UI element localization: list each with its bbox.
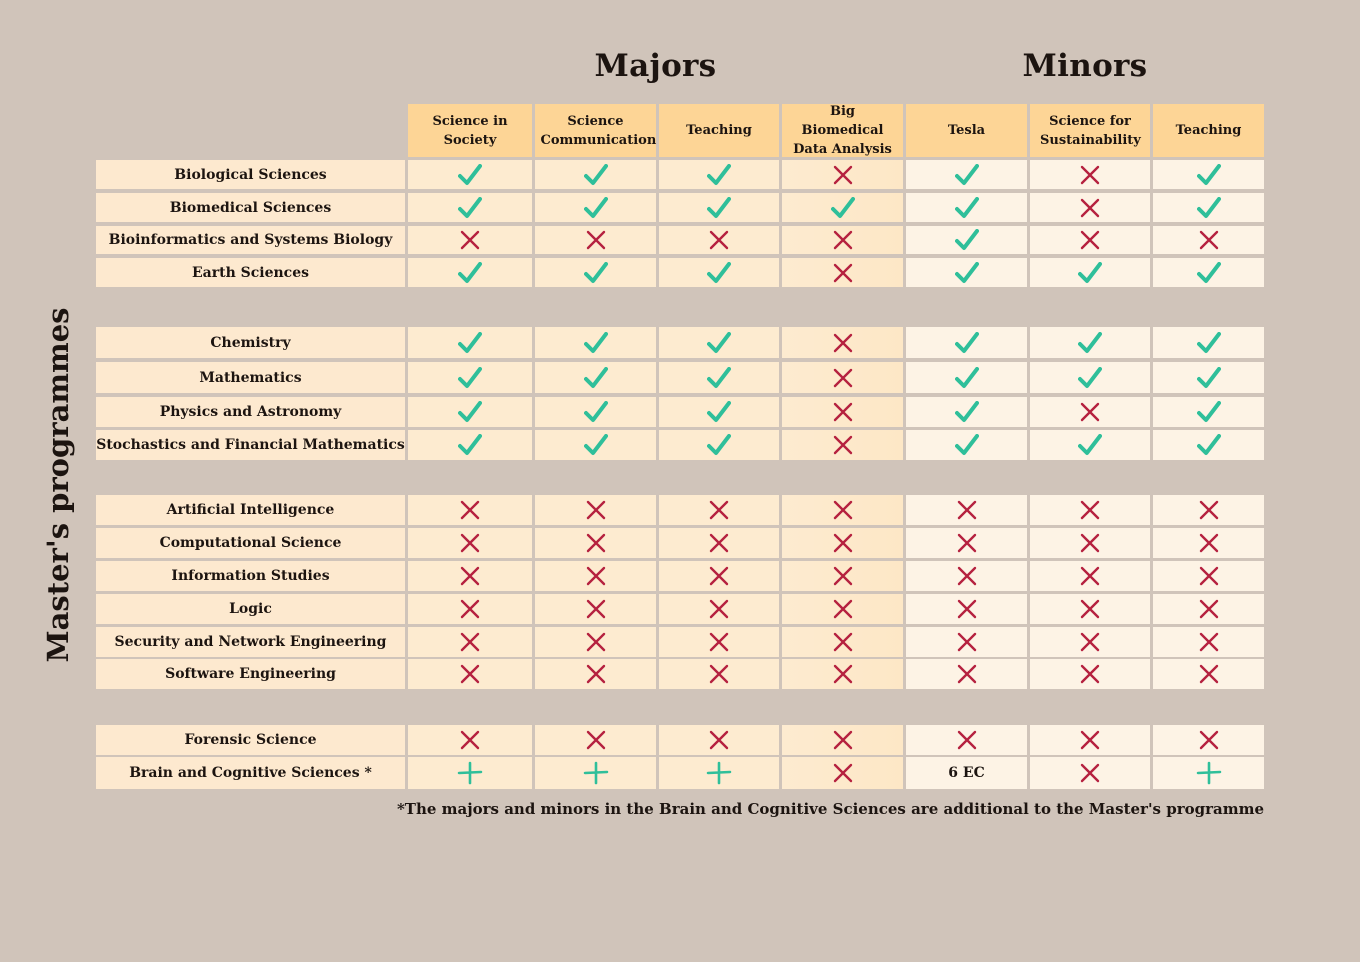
matrix-cell xyxy=(782,226,903,254)
check-icon xyxy=(458,332,482,354)
cross-icon xyxy=(1079,763,1101,783)
matrix-cell xyxy=(659,495,779,525)
check-icon xyxy=(707,367,731,389)
row-label: Biomedical Sciences xyxy=(96,193,405,222)
cross-icon xyxy=(708,566,730,586)
matrix-cell xyxy=(1030,397,1150,427)
matrix-cell xyxy=(906,397,1027,427)
matrix-cell xyxy=(1030,627,1150,657)
matrix-cell xyxy=(535,627,656,657)
check-icon xyxy=(584,164,608,186)
matrix-cell xyxy=(906,160,1027,189)
matrix-cell xyxy=(1030,193,1150,222)
cross-icon xyxy=(1198,599,1220,619)
column-header-science-communication xyxy=(535,104,656,157)
matrix-cell xyxy=(782,258,903,287)
cross-icon xyxy=(585,730,607,750)
matrix-cell xyxy=(782,495,903,525)
check-icon xyxy=(1078,367,1102,389)
check-icon xyxy=(955,262,979,284)
column-header-label: Science in Society xyxy=(432,113,508,148)
plus-icon xyxy=(706,761,732,785)
matrix-cell xyxy=(1153,327,1264,358)
matrix-cell xyxy=(1153,757,1264,789)
matrix-cell xyxy=(408,594,532,624)
check-icon xyxy=(458,164,482,186)
matrix-cell xyxy=(659,659,779,689)
matrix-cell xyxy=(906,561,1027,591)
matrix-cell xyxy=(408,430,532,460)
matrix-cell xyxy=(782,594,903,624)
cross-icon xyxy=(832,664,854,684)
check-icon xyxy=(458,262,482,284)
matrix-cell xyxy=(1030,725,1150,755)
check-icon xyxy=(1197,434,1221,456)
matrix-cell xyxy=(1030,659,1150,689)
check-icon xyxy=(584,367,608,389)
matrix-cell xyxy=(782,327,903,358)
matrix-cell xyxy=(906,430,1027,460)
cross-icon xyxy=(1198,730,1220,750)
cross-icon xyxy=(1198,664,1220,684)
column-header-teaching xyxy=(659,104,779,157)
check-icon xyxy=(1078,332,1102,354)
matrix-cell xyxy=(906,627,1027,657)
cross-icon xyxy=(956,533,978,553)
check-icon xyxy=(955,332,979,354)
check-icon xyxy=(584,434,608,456)
majors-title: Majors xyxy=(594,48,717,84)
matrix-cell xyxy=(1153,528,1264,558)
matrix-cell xyxy=(906,528,1027,558)
matrix-cell xyxy=(1153,561,1264,591)
matrix-cell xyxy=(1030,594,1150,624)
cross-icon xyxy=(1079,599,1101,619)
matrix-cell xyxy=(906,725,1027,755)
cross-icon xyxy=(1079,632,1101,652)
cross-icon xyxy=(832,402,854,422)
check-icon xyxy=(707,197,731,219)
plus-icon xyxy=(457,761,483,785)
matrix-cell xyxy=(408,757,532,789)
matrix-cell xyxy=(535,193,656,222)
matrix-cell xyxy=(1153,226,1264,254)
cross-icon xyxy=(459,599,481,619)
check-icon xyxy=(458,367,482,389)
matrix-cell xyxy=(1030,226,1150,254)
row-label: Physics and Astronomy xyxy=(96,397,405,427)
matrix-cell xyxy=(1153,160,1264,189)
matrix-cell xyxy=(782,627,903,657)
cross-icon xyxy=(585,533,607,553)
check-icon xyxy=(707,164,731,186)
check-icon xyxy=(707,332,731,354)
check-icon xyxy=(1197,197,1221,219)
matrix-cell xyxy=(1030,258,1150,287)
check-icon xyxy=(1197,262,1221,284)
matrix-cell xyxy=(1153,258,1264,287)
matrix-cell xyxy=(782,193,903,222)
masters-programmes-label: Master's programmes xyxy=(41,307,75,663)
check-icon xyxy=(707,401,731,423)
matrix-cell xyxy=(659,362,779,393)
footnote: *The majors and minors in the Brain and Cognitive Sciences are additional to the Master's programme xyxy=(396,800,1264,818)
cross-icon xyxy=(832,730,854,750)
matrix-cell xyxy=(1030,757,1150,789)
row-label: Computational Science xyxy=(96,528,405,558)
matrix-cell xyxy=(1153,627,1264,657)
column-header-label: Tesla xyxy=(947,123,986,138)
row-label: Forensic Science xyxy=(96,725,405,755)
row-label: Biological Sciences xyxy=(96,160,405,189)
cross-icon xyxy=(459,230,481,250)
matrix-cell xyxy=(408,226,532,254)
minors-title: Minors xyxy=(1022,48,1148,84)
row-label: Mathematics xyxy=(96,362,405,393)
check-icon xyxy=(707,434,731,456)
cross-icon xyxy=(832,500,854,520)
matrix-cell xyxy=(535,160,656,189)
column-header-label: Big Biomedical Data Analysis xyxy=(793,104,892,157)
cross-icon xyxy=(708,664,730,684)
cross-icon xyxy=(956,632,978,652)
cross-icon xyxy=(1079,230,1101,250)
row-label: Chemistry xyxy=(96,327,405,358)
cross-icon xyxy=(708,230,730,250)
check-icon xyxy=(955,367,979,389)
matrix-cell xyxy=(408,193,532,222)
cross-icon xyxy=(832,599,854,619)
check-icon xyxy=(955,229,979,251)
cross-icon xyxy=(1079,664,1101,684)
matrix-cell xyxy=(1030,528,1150,558)
matrix-cell xyxy=(535,561,656,591)
row-label: Brain and Cognitive Sciences * xyxy=(96,757,405,789)
check-icon xyxy=(955,434,979,456)
matrix-cell xyxy=(535,327,656,358)
cross-icon xyxy=(1079,402,1101,422)
cross-icon xyxy=(1079,198,1101,218)
matrix-cell xyxy=(535,495,656,525)
row-label: Logic xyxy=(96,594,405,624)
check-icon xyxy=(584,401,608,423)
cross-icon xyxy=(459,730,481,750)
matrix-cell xyxy=(782,725,903,755)
cross-icon xyxy=(1198,533,1220,553)
cross-icon xyxy=(459,632,481,652)
matrix-cell xyxy=(535,226,656,254)
matrix-cell xyxy=(408,627,532,657)
row-label: Bioinformatics and Systems Biology xyxy=(96,226,405,254)
cross-icon xyxy=(585,599,607,619)
matrix-cell xyxy=(659,430,779,460)
matrix-cell xyxy=(1153,193,1264,222)
row-label: Artificial Intelligence xyxy=(96,495,405,525)
check-icon xyxy=(1197,164,1221,186)
check-icon xyxy=(458,197,482,219)
cross-icon xyxy=(956,500,978,520)
check-icon xyxy=(707,262,731,284)
matrix-cell xyxy=(659,258,779,287)
matrix-cell xyxy=(408,397,532,427)
cross-icon xyxy=(956,664,978,684)
matrix-cell xyxy=(535,594,656,624)
cross-icon xyxy=(1079,533,1101,553)
matrix-cell xyxy=(659,627,779,657)
matrix-cell xyxy=(782,160,903,189)
matrix-cell xyxy=(1153,397,1264,427)
matrix-cell xyxy=(1030,362,1150,393)
check-icon xyxy=(955,164,979,186)
row-label: Earth Sciences xyxy=(96,258,405,287)
matrix-cell xyxy=(535,659,656,689)
cross-icon xyxy=(708,599,730,619)
matrix-cell xyxy=(782,528,903,558)
row-label: Information Studies xyxy=(96,561,405,591)
cross-icon xyxy=(1079,165,1101,185)
matrix-cell xyxy=(659,725,779,755)
matrix-cell xyxy=(659,594,779,624)
check-icon xyxy=(1197,332,1221,354)
matrix-cell xyxy=(408,495,532,525)
cross-icon xyxy=(585,664,607,684)
matrix-cell xyxy=(906,495,1027,525)
plus-icon xyxy=(1196,761,1222,785)
row-label: Stochastics and Financial Mathematics xyxy=(96,430,405,460)
cross-icon xyxy=(832,763,854,783)
cross-icon xyxy=(1198,632,1220,652)
cross-icon xyxy=(459,533,481,553)
cross-icon xyxy=(708,533,730,553)
cross-icon xyxy=(459,566,481,586)
cross-icon xyxy=(1198,566,1220,586)
cross-icon xyxy=(956,730,978,750)
matrix-cell xyxy=(408,528,532,558)
check-icon xyxy=(458,434,482,456)
cross-icon xyxy=(708,500,730,520)
cross-icon xyxy=(1079,566,1101,586)
matrix-cell xyxy=(1153,430,1264,460)
matrix-cell xyxy=(1030,561,1150,591)
row-label: Security and Network Engineering xyxy=(96,627,405,657)
column-header-label: Teaching xyxy=(686,123,752,138)
matrix-cell xyxy=(408,258,532,287)
matrix-cell xyxy=(408,327,532,358)
matrix-cell xyxy=(408,725,532,755)
matrix-cell xyxy=(535,757,656,789)
matrix-cell xyxy=(659,226,779,254)
column-header-teaching xyxy=(1153,104,1264,157)
cross-icon xyxy=(832,566,854,586)
column-header-science-for-sustainability xyxy=(1030,104,1150,157)
matrix-cell xyxy=(906,757,1027,789)
matrix-cell xyxy=(659,193,779,222)
matrix-cell xyxy=(659,327,779,358)
check-icon xyxy=(1078,434,1102,456)
row-label: Software Engineering xyxy=(96,659,405,689)
check-icon xyxy=(831,197,855,219)
check-icon xyxy=(955,401,979,423)
matrix-cell xyxy=(1153,594,1264,624)
matrix-cell xyxy=(1030,327,1150,358)
credit-value: 6 EC xyxy=(948,765,985,781)
matrix-cell xyxy=(906,594,1027,624)
matrix-cell xyxy=(659,757,779,789)
matrix-cell xyxy=(906,327,1027,358)
cross-icon xyxy=(1079,500,1101,520)
cross-icon xyxy=(585,500,607,520)
matrix-cell xyxy=(782,757,903,789)
matrix-cell xyxy=(1153,725,1264,755)
matrix-cell xyxy=(1030,160,1150,189)
check-icon xyxy=(584,262,608,284)
column-header-tesla xyxy=(906,104,1027,157)
column-header-science-in-society xyxy=(408,104,532,157)
column-header-label: Science for Sustainability xyxy=(1040,113,1141,148)
column-header-label: Science Communication xyxy=(540,113,657,148)
check-icon xyxy=(1197,367,1221,389)
matrix-cell xyxy=(659,528,779,558)
cross-icon xyxy=(1198,230,1220,250)
matrix-cell xyxy=(782,430,903,460)
matrix-cell xyxy=(659,397,779,427)
matrix-cell xyxy=(408,561,532,591)
matrix-cell xyxy=(535,528,656,558)
cross-icon xyxy=(956,566,978,586)
matrix-cell xyxy=(906,226,1027,254)
matrix-cell xyxy=(906,258,1027,287)
matrix-cell xyxy=(782,561,903,591)
cross-icon xyxy=(832,533,854,553)
column-header-label: Teaching xyxy=(1175,123,1242,138)
check-icon xyxy=(584,332,608,354)
matrix-cell xyxy=(659,160,779,189)
cross-icon xyxy=(1079,730,1101,750)
matrix-cell xyxy=(1153,495,1264,525)
cross-icon xyxy=(956,599,978,619)
check-icon xyxy=(458,401,482,423)
matrix-cell xyxy=(1153,659,1264,689)
matrix-cell xyxy=(906,193,1027,222)
cross-icon xyxy=(832,632,854,652)
matrix-cell xyxy=(906,659,1027,689)
cross-icon xyxy=(459,664,481,684)
matrix-cell xyxy=(535,725,656,755)
check-icon xyxy=(955,197,979,219)
matrix-cell xyxy=(535,362,656,393)
matrix-cell xyxy=(408,659,532,689)
matrix-cell xyxy=(782,397,903,427)
check-icon xyxy=(1197,401,1221,423)
matrix-cell xyxy=(782,362,903,393)
matrix-cell xyxy=(408,160,532,189)
cross-icon xyxy=(832,230,854,250)
cross-icon xyxy=(832,333,854,353)
matrix-cell xyxy=(408,362,532,393)
cross-icon xyxy=(832,435,854,455)
cross-icon xyxy=(1198,500,1220,520)
cross-icon xyxy=(832,368,854,388)
cross-icon xyxy=(832,263,854,283)
matrix-cell xyxy=(659,561,779,591)
column-header-big-biomedical-data-analysis xyxy=(782,104,903,157)
matrix-cell xyxy=(1153,362,1264,393)
matrix-cell xyxy=(1030,495,1150,525)
cross-icon xyxy=(708,730,730,750)
matrix-cell xyxy=(1030,430,1150,460)
plus-icon xyxy=(583,761,609,785)
cross-icon xyxy=(585,566,607,586)
cross-icon xyxy=(708,632,730,652)
cross-icon xyxy=(585,230,607,250)
matrix-cell xyxy=(782,659,903,689)
matrix-cell xyxy=(535,397,656,427)
check-icon xyxy=(1078,262,1102,284)
matrix-cell xyxy=(906,362,1027,393)
check-icon xyxy=(584,197,608,219)
cross-icon xyxy=(459,500,481,520)
cross-icon xyxy=(585,632,607,652)
matrix-cell xyxy=(535,258,656,287)
matrix-cell xyxy=(535,430,656,460)
cross-icon xyxy=(832,165,854,185)
